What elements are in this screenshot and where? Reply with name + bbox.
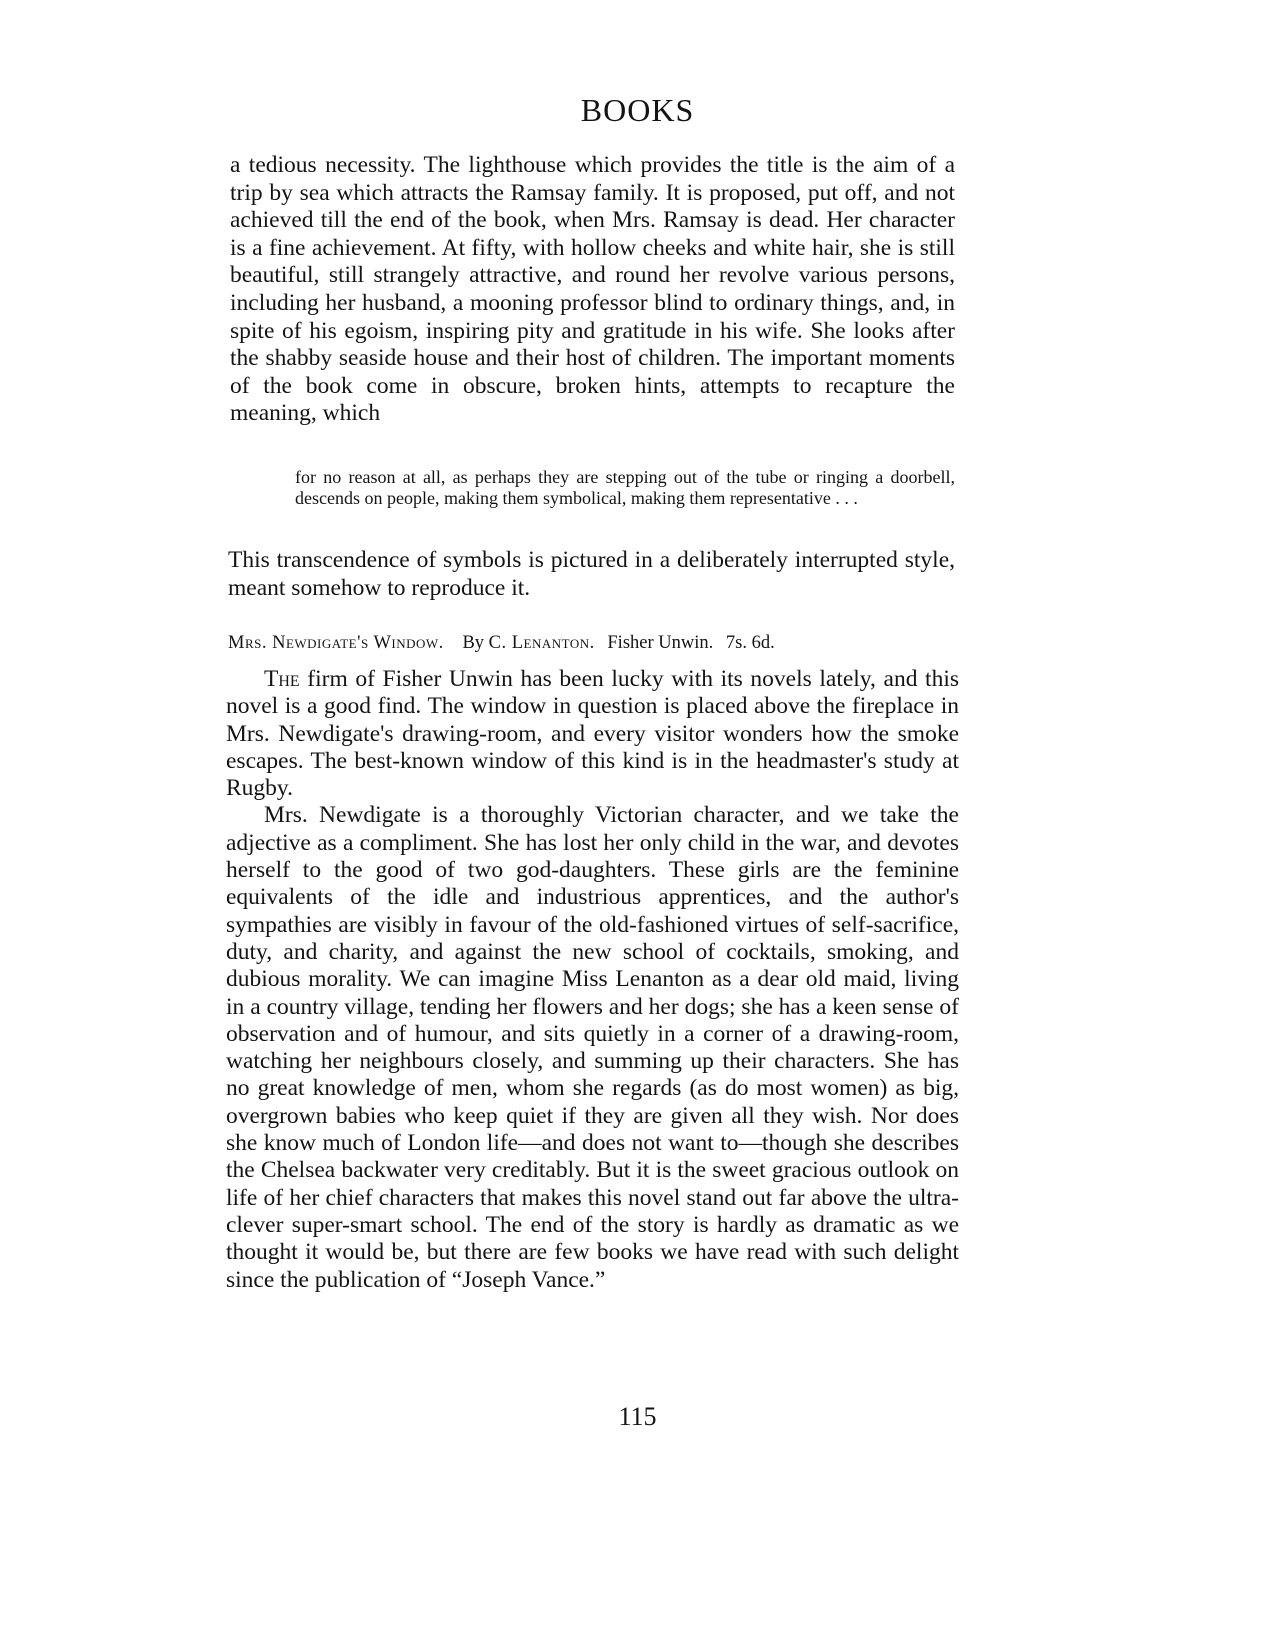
continued-paragraph: a tedious necessity. The lighthouse which provides the title is the aim of a trip by sea which attracts the Ramsay family. It is proposed, put off, and not achieved till the end of the book, when Mrs. Ramsay is dead. Her character is a fine achievement. At fifty, with hollow cheeks and white hair, she is still beautiful, still strangely attractive, and round her revolve various persons, including her husband, a mooning professor blind to ordinary things, and, in spite of his egoism, inspiring pity and gratitude in his wife. She looks after the shabby seaside house and their host of children. The important moments of the book come in obscure, broken hints, attempts to recapture the meaning, which	[230, 152, 955, 427]
book-title: Mrs. Newdigate's Window.	[228, 633, 444, 653]
page-number: 115	[618, 1402, 657, 1431]
review-body	[226, 666, 959, 1294]
review-paragraph-1	[226, 666, 959, 802]
block-quote: for no reason at all, as perhaps they are stepping out of the tube or ringing a doorbell, descends on people, making them symbolical, making them representative . . .	[295, 467, 955, 508]
book-price: 7s. 6d.	[725, 633, 775, 653]
after-quote-paragraph: This transcendence of symbols is pictured in a deliberately interrupted style, meant somehow to reproduce it.	[228, 547, 955, 601]
continued-review	[230, 152, 955, 428]
review-paragraph-1-text: firm of Fisher Unwin has been lucky with its novels lately, and this novel is a good find. The window in question is placed above the fireplace in Mrs. Newdigate's drawing-room, and every visitor wonders how the smoke escapes. The best-known window of this kind is in the headmaster's study at Rugby.	[226, 666, 959, 802]
book-author: C. Lenanton.	[488, 633, 595, 653]
review-heading	[228, 631, 968, 655]
by-label: By	[462, 633, 485, 653]
running-header: BOOKS	[580, 92, 695, 128]
review-paragraph-2: Mrs. Newdigate is a thoroughly Victorian character, and we take the adjective as a compliment. She has lost her only child in the war, and devotes herself to the good of two god-daughters. These girls are the feminine equivalents of the idle and industrious apprentices, and the author's sympathies are visibly in favour of the old-fashioned virtues of self-sacrifice, duty, and charity, and against the new school of cocktails, smoking, and dubious morality. We can imagine Miss Lenanton as a dear old maid, living in a country village, tending her flowers and her dogs; she has a keen sense of observation and of humour, and sits quietly in a corner of a drawing-room, watching her neighbours closely, and summing up their characters. She has no great knowledge of men, whom she regards (as do most women) as big, overgrown babies who keep quiet if they are given all they wish. Nor does she know much of London life—and does not want to—though she describes the Chelsea backwater very creditably. But it is the sweet gracious outlook on life of her chief characters that makes this novel stand out far above the ultra-clever super-smart school. The end of the story is hardly as dramatic as we thought it would be, but there are few books we have read with such delight since the publication of “Joseph Vance.”	[226, 802, 959, 1293]
book-publisher: Fisher Unwin.	[607, 633, 714, 653]
lead-word: The	[264, 666, 300, 692]
